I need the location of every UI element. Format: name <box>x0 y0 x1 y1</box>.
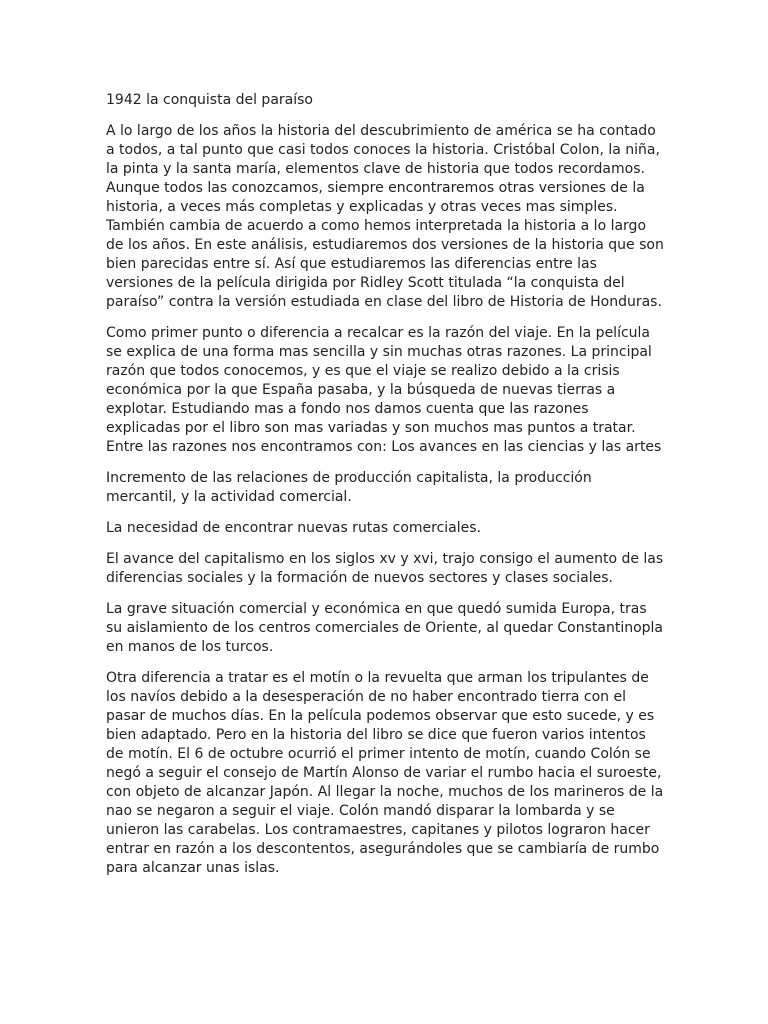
paragraph-reason-europe-situation: La grave situación comercial y económica en que quedó sumida Europa, tras su aislamiento de los centros comerciales de Oriente, al quedar Constantinopla en manos de los turcos. <box>106 601 664 655</box>
paragraph-mutiny: Otra diferencia a tratar es el motín o la revuelta que arman los tripulantes de los navíos debido a la desesperación de no haber encontrado tierra con el pasar de muchos días. En la película podemos observar que esto sucede, y es bien adaptado. Pero en la historia del libro se dice que fueron varios intentos de motín. El 6 de octubre ocurrió el primer intento de motín, cuando Colón se negó a seguir el consejo de Martín Alonso de variar el rumbo hacia el suroeste, con objeto de alcanzar Japón. Al llegar la noche, muchos de los marineros de la nao se negaron a seguir el viaje. Colón mandó disparar la lombarda y se unieron las carabelas. Los contramaestres, capitanes y pilotos lograron hacer entrar en razón a los descontentos, asegurándoles que se cambiaría de rumbo para alcanzar unas islas. <box>106 670 664 876</box>
document-body <box>106 91 666 890</box>
paragraph-reason-of-trip: Como primer punto o diferencia a recalcar es la razón del viaje. En la película se explica de una forma mas sencilla y sin muchas otras razones. La principal razón que todos conocemos, y es que el viaje se realizo debido a la crisis económica por la que España pasaba, y la búsqueda de nuevas tierras a explotar. Estudiando mas a fondo nos damos cuenta que las razones explicadas por el libro son mas variadas y son muchos mas puntos a tratar. Entre las razones nos encontramos con: Los avances en las ciencias y las artes <box>106 325 662 455</box>
paragraph-reason-capitalism-advance: El avance del capitalismo en los siglos xv y xvi, trajo consigo el aumento de las diferencias sociales y la formación de nuevos sectores y clases sociales. <box>106 551 664 586</box>
paragraph-intro: A lo largo de los años la historia del descubrimiento de américa se ha contado a todos, a tal punto que casi todos conoces la historia. Cristóbal Colon, la niña, la pinta y la santa maría, elementos clave de historia que todos recordamos. Aunque todos las conozcamos, siempre encontraremos otras versiones de la historia, a veces más completas y explicadas y otras veces mas simples. También cambia de acuerdo a como hemos interpretada la historia a lo largo de los años. En este análisis, estudiaremos dos versiones de la historia que son bien parecidas entre sí. Así que estudiaremos las diferencias entre las versiones de la película dirigida por Ridley Scott titulada “la conquista del paraíso” contra la versión estudiada en clase del libro de Historia de Honduras. <box>106 123 664 310</box>
document-title: 1942 la conquista del paraíso <box>106 92 313 108</box>
paragraph-reason-capitalist-relations: Incremento de las relaciones de producción capitalista, la producción mercantil, y la actividad comercial. <box>106 470 592 505</box>
paragraph-reason-trade-routes: La necesidad de encontrar nuevas rutas comerciales. <box>106 520 481 536</box>
